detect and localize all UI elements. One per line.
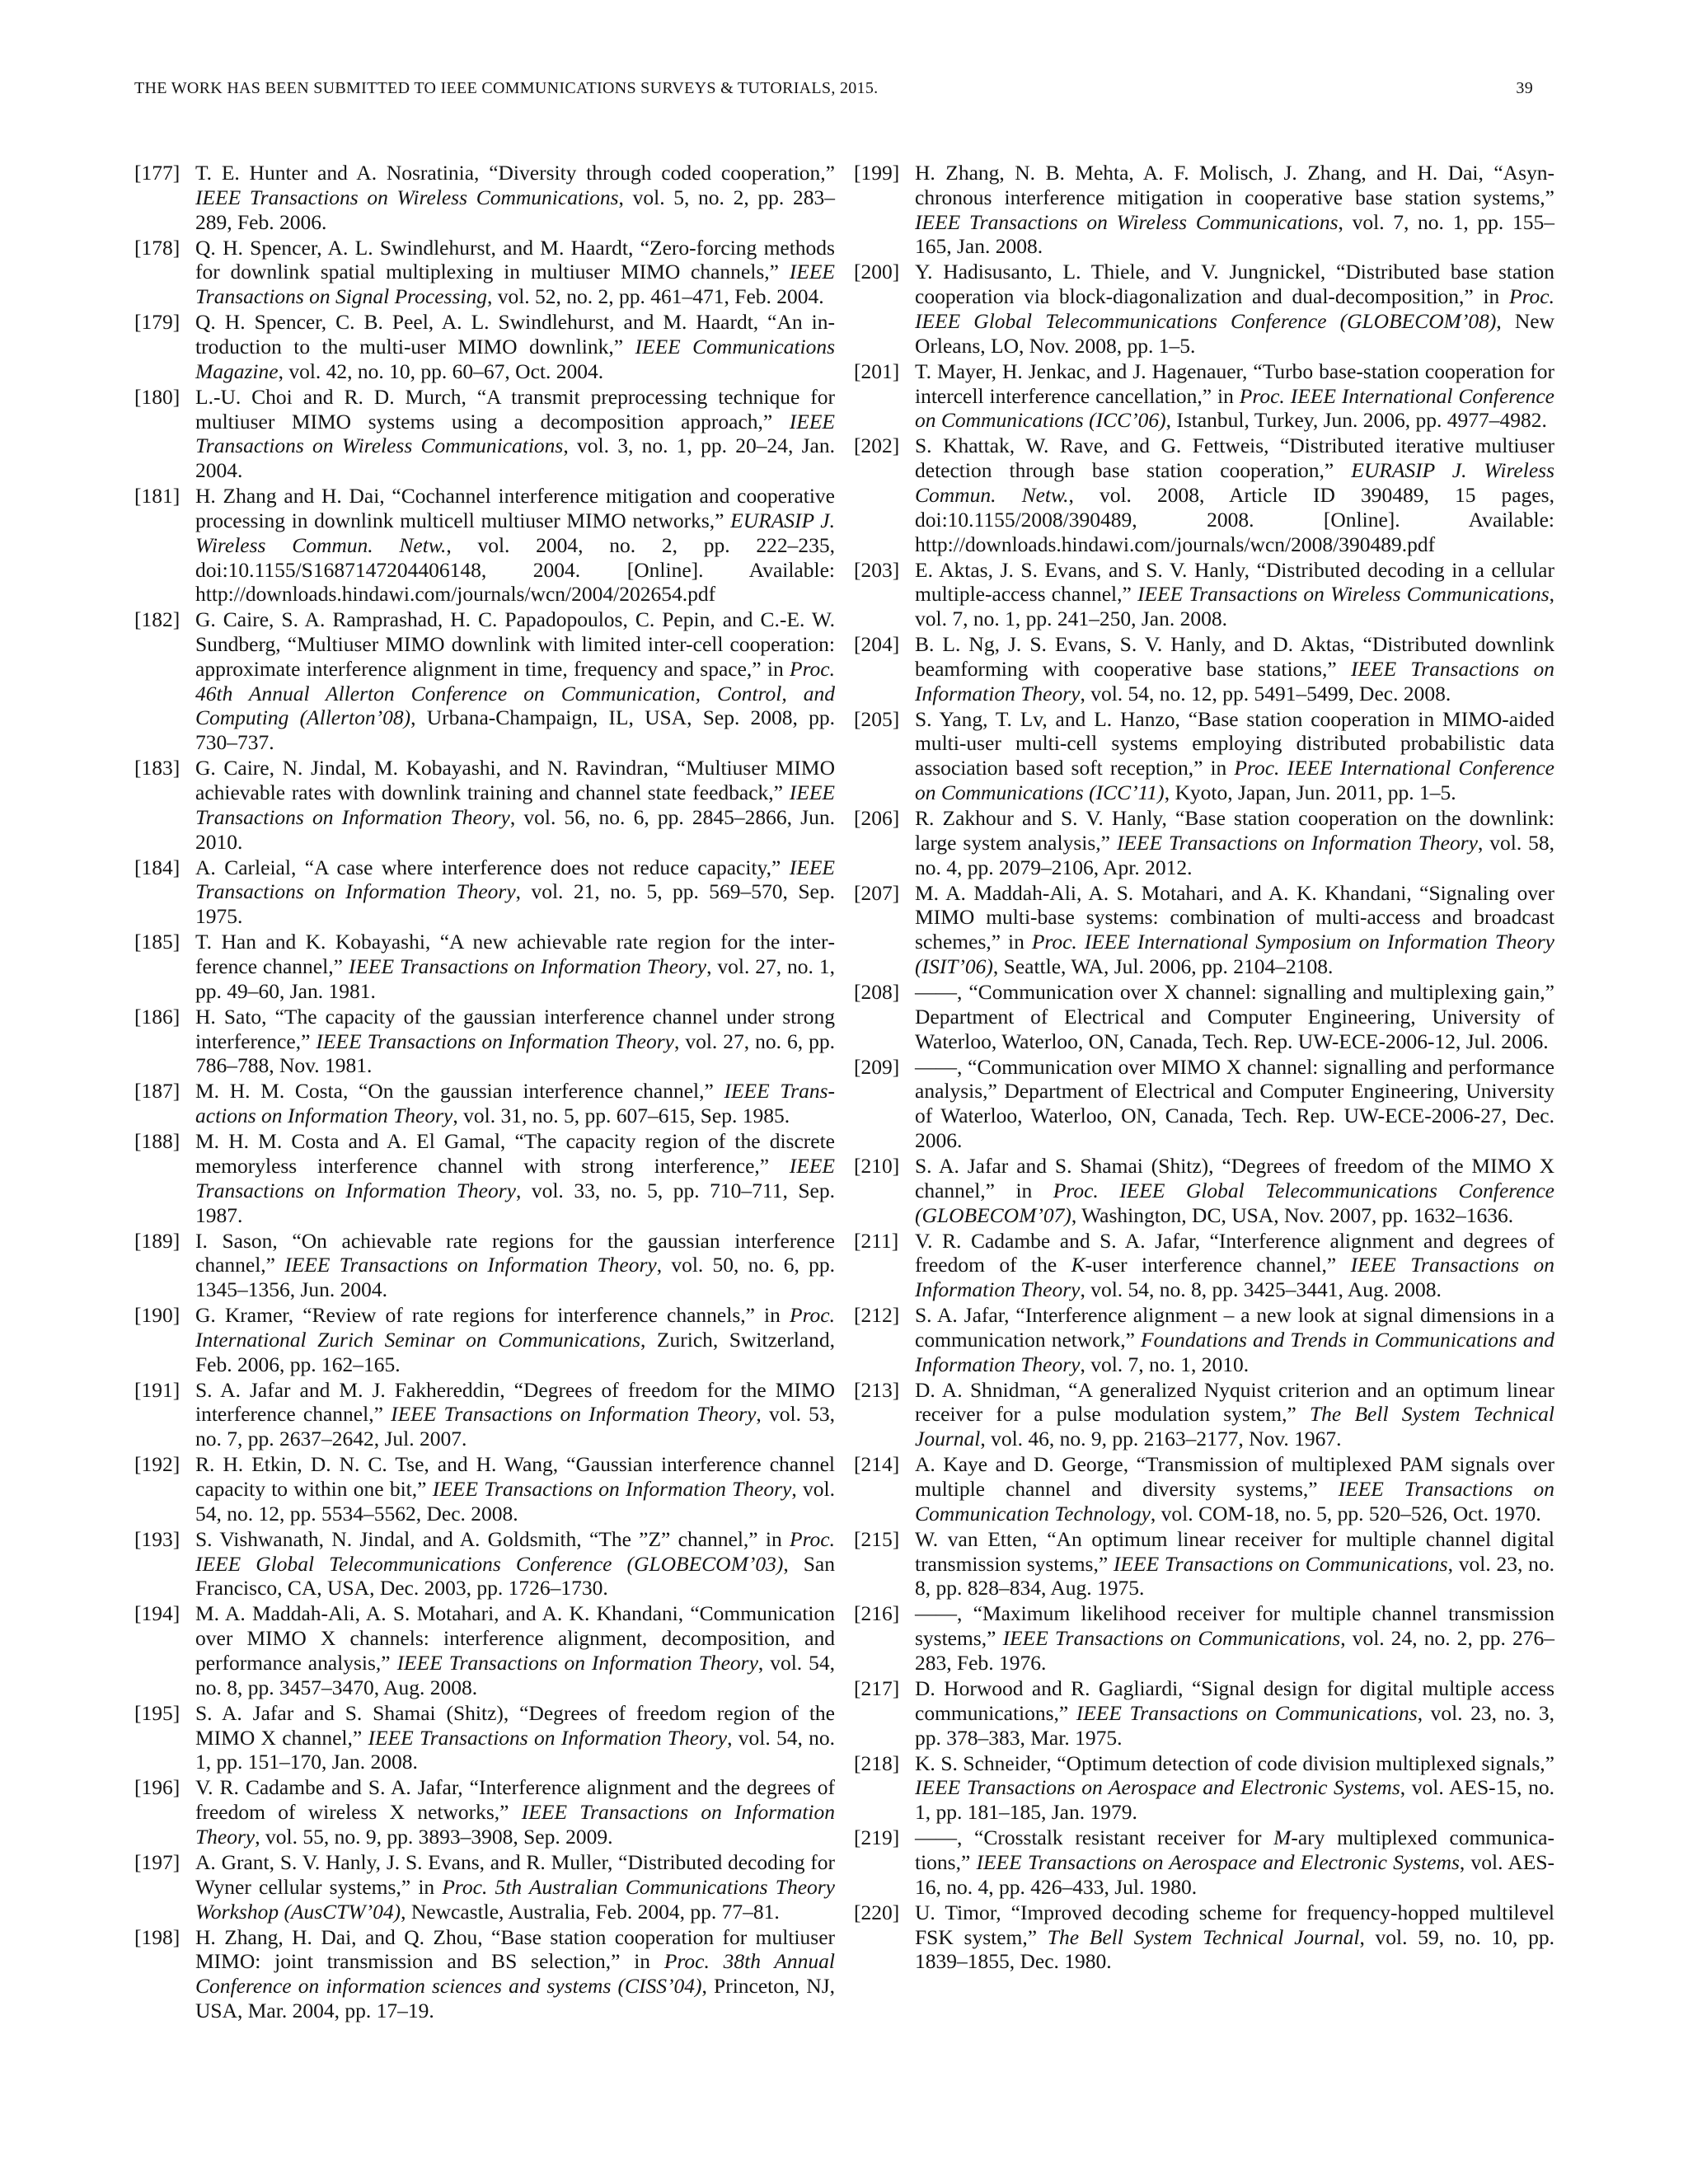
- reference-entry: [854, 161, 1554, 259]
- reference-number: [213]: [854, 1377, 900, 1402]
- reference-venue: IEEE Transactions on Aerospace and Electronic Systems: [976, 1849, 1460, 1874]
- journal-header-title: THE WORK HAS BEEN SUBMITTED TO IEEE COMMUNICATIONS SURVEYS & TUTORIALS, 2015.: [134, 79, 879, 97]
- reference-number: [198]: [134, 1924, 181, 1949]
- reference-number: [177]: [134, 161, 181, 185]
- reference-text: , vol. 2008, Article ID 390489, 15 pages, doi:10.1155/2008/390489, 2008. [Online]. Available: http://downloads.hindawi.com/journals/wcn/2008/390489.pdf: [915, 482, 1554, 556]
- reference-text: -user interference channel,”: [1085, 1253, 1351, 1277]
- reference-number: [215]: [854, 1526, 900, 1551]
- reference-entry: [134, 1850, 835, 1924]
- reference-number: [191]: [134, 1377, 181, 1402]
- reference-text: , vol. 3, no. 1, pp. 20–24, Jan. 2004.: [195, 434, 835, 483]
- reference-number: [178]: [134, 235, 181, 260]
- reference-text: H. Zhang, N. B. Mehta, A. F. Molisch, J. Zhang, and H. Dai, “Asynchronous interference mitigation in cooperative base station systems,”: [915, 161, 1554, 209]
- reference-venue: IEEE Transactions on Information Theory: [368, 1725, 728, 1750]
- reference-entry: [134, 1775, 835, 1849]
- reference-text: , vol. 54, no. 8, pp. 3457–3470, Aug. 2008.: [195, 1651, 835, 1699]
- reference-text: -ary multiplexed communications,”: [915, 1825, 1554, 1874]
- reference-venue: IEEE Transactions on Information Theory: [915, 1253, 1554, 1302]
- reference-entry: [134, 1303, 835, 1376]
- reference-venue: Proc. International Zurich Seminar on Communications: [195, 1303, 835, 1352]
- reference-number: [190]: [134, 1303, 181, 1328]
- reference-venue: IEEE Transactions on Information Theory: [284, 1253, 657, 1277]
- reference-entry: [854, 359, 1554, 433]
- reference-text: T. Mayer, H. Jenkac, and J. Hagenauer, “Turbo base-station cooperation for intercell interference cancellation,” in: [915, 359, 1554, 408]
- reference-venue: IEEE Transactions on Communications: [1113, 1551, 1448, 1576]
- reference-entry: [854, 881, 1554, 979]
- reference-number: [207]: [854, 880, 900, 905]
- reference-venue: The Bell System Technical Journal: [1047, 1924, 1360, 1949]
- reference-text: , Newcastle, Australia, Feb. 2004, pp. 77–81.: [401, 1899, 780, 1924]
- reference-text: Y. Hadisusanto, L. Thiele, and V. Jungnickel, “Distributed base station cooperation via block-diagonalization and dual-decomposition,” in: [915, 260, 1554, 309]
- reference-text: , vol. 24, no. 2, pp. 276–283, Feb. 1976.: [915, 1626, 1554, 1675]
- reference-number: [220]: [854, 1900, 900, 1924]
- reference-venue: IEEE Transactions on Communication Technology: [915, 1477, 1554, 1526]
- reference-text: A. Carleial, “A case where interference does not reduce capacity,”: [195, 855, 790, 879]
- reference-entry: [134, 1925, 835, 2023]
- reference-text: S. Vishwanath, N. Jindal, and A. Goldsmith, “The ”Z” channel,” in: [195, 1526, 790, 1551]
- reference-venue: Proc. IEEE Global Telecommunications Conference (GLOBECOM’07): [915, 1178, 1554, 1227]
- reference-venue: IEEE Transactions on Wireless Communications: [915, 209, 1339, 234]
- reference-venue: The Bell System Technical Journal: [915, 1402, 1555, 1451]
- reference-text: M. H. M. Costa, “On the gaussian interference channel,”: [195, 1079, 724, 1104]
- reference-entry: [854, 1676, 1554, 1750]
- reference-text: G. Kramer, “Review of rate regions for interference channels,” in: [195, 1303, 790, 1328]
- reference-entry: [854, 1378, 1554, 1451]
- reference-text: ——, “Crosstalk resistant receiver for: [915, 1825, 1274, 1850]
- reference-text: A. Kaye and D. George, “Transmission of multiplexed PAM signals over multiple channel and diversity systems,”: [915, 1452, 1554, 1502]
- reference-text: , vol. 54, no. 12, pp. 5491–5499, Dec. 2008.: [1080, 681, 1451, 705]
- reference-venue: M: [1273, 1825, 1292, 1850]
- reference-text: , Washington, DC, USA, Nov. 2007, pp. 1632–1636.: [1071, 1202, 1514, 1227]
- reference-text: , vol. 54, no. 8, pp. 3425–3441, Aug. 2008.: [1080, 1277, 1442, 1302]
- reference-entry: [854, 1154, 1554, 1227]
- reference-entry: [134, 385, 835, 483]
- reference-number: [211]: [854, 1228, 899, 1253]
- reference-entry: [134, 1378, 835, 1451]
- reference-venue: Proc. IEEE Global Telecommunications Conference (GLOBECOM’08): [915, 284, 1554, 333]
- reference-text: , vol. 56, no. 6, pp. 2845–2866, Jun. 2010.: [195, 804, 835, 854]
- reference-venue: IEEE Transactions on Information Theory: [391, 1402, 757, 1427]
- reference-text: , vol. 5, no. 2, pp. 283–289, Feb. 2006.: [195, 185, 835, 234]
- reference-entry: [854, 1303, 1554, 1376]
- reference-number: [182]: [134, 607, 181, 632]
- reference-text: K. S. Schneider, “Optimum detection of code division multiplexed signals,”: [915, 1750, 1554, 1775]
- reference-text: , vol. 27, no. 6, pp. 786–788, Nov. 1981.: [195, 1029, 835, 1078]
- reference-entry: [854, 1900, 1554, 1974]
- reference-venue: Proc. IEEE International Symposium on Information Theory (ISIT’06): [915, 930, 1554, 978]
- reference-text: H. Zhang and H. Dai, “Cochannel interference mitigation and cooperative processing in downlink multicell multiuser MIMO networks,”: [195, 484, 835, 532]
- reference-entry: [134, 756, 835, 854]
- reference-entry: [854, 1452, 1554, 1526]
- reference-number: [209]: [854, 1054, 900, 1079]
- reference-text: H. Sato, “The capacity of the gaussian interference channel under strong interference,”: [195, 1004, 835, 1053]
- reference-venue: IEEE Transactions on Information Theory: [195, 780, 835, 829]
- reference-venue: IEEE Transactions on Information Theory: [195, 855, 835, 904]
- reference-text: L.-U. Choi and R. D. Murch, “A transmit preprocessing technique for multiuser MIMO systems using a decomposition approach,”: [195, 384, 835, 434]
- reference-entry: [854, 980, 1554, 1053]
- reference-text: , vol. 54, no. 12, pp. 5534–5562, Dec. 2008.: [195, 1477, 835, 1526]
- reference-venue: IEEE Transactions on Information Theory: [316, 1029, 674, 1053]
- reference-entry: [134, 1005, 835, 1078]
- reference-text: , vol. 53, no. 7, pp. 2637–2642, Jul. 2007.: [195, 1402, 835, 1451]
- reference-venue: Proc. IEEE International Conference on Communications (ICC’11): [915, 756, 1554, 805]
- reference-text: , vol. 7, no. 1, pp. 155–165, Jan. 2008.: [915, 209, 1554, 259]
- reference-venue: K: [1071, 1253, 1085, 1277]
- reference-text: , Istanbul, Turkey, Jun. 2006, pp. 4977–4982.: [1165, 408, 1547, 433]
- reference-text: V. R. Cadambe and S. A. Jafar, “Interference alignment and the degrees of freedom of wireless X networks,”: [195, 1775, 835, 1825]
- reference-text: , Zurich, Switzerland, Feb. 2006, pp. 162–165.: [195, 1327, 835, 1376]
- reference-entry: [134, 310, 835, 383]
- reference-text: , vol. 42, no. 10, pp. 60–67, Oct. 2004.: [278, 359, 604, 383]
- reference-entry: [134, 855, 835, 929]
- reference-text: , New Orleans, LO, Nov. 2008, pp. 1–5.: [915, 308, 1554, 358]
- reference-entry: [134, 1229, 835, 1302]
- reference-text: , Seattle, WA, Jul. 2006, pp. 2104–2108.: [992, 954, 1334, 978]
- reference-entry: [854, 558, 1554, 631]
- reference-number: [217]: [854, 1675, 900, 1700]
- reference-text: G. Caire, N. Jindal, M. Kobayashi, and N. Ravindran, “Multiuser MIMO achievable rates with downlink training and channel state feedback,”: [195, 756, 835, 805]
- reference-text: , vol. 55, no. 9, pp. 3893–3908, Sep. 2009.: [255, 1824, 613, 1849]
- reference-entry: [854, 1825, 1554, 1899]
- reference-number: [185]: [134, 930, 181, 954]
- reference-text: B. L. Ng, J. S. Evans, S. V. Hanly, and D. Aktas, “Distributed downlink beamforming with cooperative base stations,”: [915, 632, 1554, 681]
- reference-text: W. van Etten, “An optimum linear receiver for multiple channel digital transmission systems,”: [915, 1526, 1554, 1576]
- reference-number: [212]: [854, 1303, 900, 1328]
- reference-number: [203]: [854, 557, 900, 582]
- reference-entry: [134, 236, 835, 309]
- reference-number: [219]: [854, 1825, 900, 1850]
- reference-number: [206]: [854, 806, 900, 831]
- reference-number: [205]: [854, 706, 900, 731]
- reference-entry: [854, 1229, 1554, 1302]
- reference-text: , vol. 21, no. 5, pp. 569–570, Sep. 1975.: [195, 879, 835, 929]
- reference-text: D. Horwood and R. Gagliardi, “Signal design for digital multiple access communications,”: [915, 1675, 1554, 1725]
- reference-text: Q. H. Spencer, C. B. Peel, A. L. Swindlehurst, and M. Haardt, “An introduction to the multi-user MIMO downlink,”: [195, 310, 835, 359]
- reference-venue: IEEE Transactions on Information Theory: [915, 656, 1554, 705]
- reference-text: M. A. Maddah-Ali, A. S. Motahari, and A. K. Khandani, “Signaling over MIMO multi-base systems: combination of multi-access and broadcast schemes,” in: [915, 880, 1554, 954]
- reference-venue: Proc. IEEE International Conference on Communications (ICC’06): [915, 383, 1554, 433]
- reference-number: [193]: [134, 1526, 181, 1551]
- reference-venue: IEEE Transactions on Wireless Communications: [1137, 582, 1550, 607]
- reference-venue: IEEE Transactions on Information Theory: [1116, 830, 1478, 855]
- reference-text: ——, “Communication over X channel: signalling and multiplexing gain,” Department of Electrical and Computer Engineering, University of Waterloo, Waterloo, ON, Canada, Tech. Rep. UW-ECE-2006-12, Jul. 2006.: [915, 979, 1554, 1053]
- reference-number: [195]: [134, 1700, 181, 1725]
- reference-text: , vol. 7, no. 1, 2010.: [1080, 1352, 1250, 1376]
- reference-number: [194]: [134, 1601, 181, 1626]
- reference-text: S. Yang, T. Lv, and L. Hanzo, “Base station cooperation in MIMO-aided multi-user multi-cell systems employing distributed probabilistic data association based soft reception,” in: [915, 706, 1554, 780]
- reference-entry: [134, 1527, 835, 1601]
- reference-venue: Proc. 38th Annual Conference on information sciences and systems (CISS’04): [195, 1949, 835, 1999]
- reference-text: D. A. Shnidman, “A generalized Nyquist criterion and an optimum linear receiver for a pulse modulation system,”: [915, 1377, 1554, 1427]
- reference-entry: [134, 1701, 835, 1774]
- reference-text: ——, “Communication over MIMO X channel: signalling and performance analysis,” Department of Electrical and Computer Engineering, University of Waterloo, Waterloo, ON, Canada, Tech. Rep. UW-ECE-2006-27, Dec. 2006.: [915, 1054, 1554, 1152]
- reference-number: [180]: [134, 384, 181, 409]
- reference-text: S. A. Jafar and S. Shamai (Shitz), “Degrees of freedom of the MIMO X channel,” in: [915, 1153, 1554, 1202]
- references-right-column: [854, 161, 1554, 1975]
- reference-entry: [134, 1601, 835, 1699]
- reference-text: G. Caire, S. A. Ramprashad, H. C. Papadopoulos, C. Pepin, and C.-E. W. Sundberg, “Multiuser MIMO downlink with limited inter-cell cooperation: approximate interference alignment in time, frequency and space,” in: [195, 607, 835, 681]
- reference-text: , vol. 27, no. 1, pp. 49–60, Jan. 1981.: [195, 954, 835, 1003]
- reference-entry: [854, 1055, 1554, 1153]
- reference-entry: [134, 1079, 835, 1128]
- reference-venue: IEEE Transactions on Information Theory: [348, 954, 707, 978]
- reference-venue: EURASIP J. Wireless Commun. Netw.: [195, 508, 835, 557]
- reference-entry: [134, 1129, 835, 1227]
- reference-number: [201]: [854, 359, 900, 383]
- reference-venue: IEEE Transactions on Wireless Communications: [195, 185, 619, 209]
- reference-text: , vol. 58, no. 4, pp. 2079–2106, Apr. 2012.: [915, 830, 1554, 879]
- reference-number: [189]: [134, 1228, 181, 1253]
- reference-venue: IEEE Transactions on Information Theory: [195, 1079, 835, 1128]
- reference-venue: IEEE Transactions on Aerospace and Electronic Systems: [915, 1775, 1400, 1800]
- reference-text: T. E. Hunter and A. Nosratinia, “Diversity through coded cooperation,”: [195, 161, 835, 185]
- reference-text: , vol. 52, no. 2, pp. 461–471, Feb. 2004.: [486, 284, 824, 309]
- reference-entry: [854, 806, 1554, 879]
- reference-venue: Foundations and Trends in Communications and Information Theory: [915, 1327, 1554, 1376]
- reference-number: [187]: [134, 1079, 181, 1104]
- reference-venue: IEEE Transactions on Information Theory: [195, 1153, 835, 1202]
- reference-text: I. Sason, “On achievable rate regions for the gaussian interference channel,”: [195, 1228, 835, 1277]
- reference-text: , vol. 46, no. 9, pp. 2163–2177, Nov. 1967.: [980, 1427, 1342, 1451]
- reference-number: [200]: [854, 260, 900, 284]
- reference-text: , vol. 59, no. 10, pp. 1839–1855, Dec. 1980.: [915, 1924, 1554, 1974]
- reference-text: M. H. M. Costa and A. El Gamal, “The capacity region of the discrete memoryless interference channel with strong interference,”: [195, 1129, 835, 1178]
- reference-text: U. Timor, “Improved decoding scheme for frequency-hopped multilevel FSK system,”: [915, 1900, 1554, 1949]
- reference-number: [204]: [854, 632, 900, 657]
- reference-venue: IEEE Transactions on Wireless Communications: [195, 409, 835, 458]
- reference-number: [214]: [854, 1452, 900, 1477]
- reference-entry: [854, 1527, 1554, 1601]
- reference-text: , vol. 7, no. 1, pp. 241–250, Jan. 2008.: [915, 582, 1554, 631]
- reference-text: , vol. AES-15, no. 1, pp. 181–185, Jan. 1979.: [915, 1775, 1554, 1825]
- reference-venue: Proc. IEEE Global Telecommunications Conference (GLOBECOM’03): [195, 1526, 835, 1576]
- reference-venue: IEEE Transactions on Communications: [1076, 1700, 1418, 1725]
- reference-text: , vol. 31, no. 5, pp. 607–615, Sep. 1985.: [452, 1104, 790, 1128]
- reference-text: A. Grant, S. V. Hanly, J. S. Evans, and R. Muller, “Distributed decoding for Wyner cellular systems,” in: [195, 1849, 835, 1899]
- reference-venue: IEEE Transactions on Information Theory: [195, 1800, 835, 1849]
- reference-text: R. Zakhour and S. V. Hanly, “Base station cooperation on the downlink: large system analysis,”: [915, 806, 1554, 855]
- reference-number: [196]: [134, 1775, 181, 1800]
- reference-text: , vol. 33, no. 5, pp. 710–711, Sep. 1987.: [195, 1178, 835, 1227]
- reference-entry: [854, 632, 1554, 705]
- reference-entry: [134, 1452, 835, 1526]
- reference-number: [179]: [134, 310, 181, 335]
- reference-text: , vol. 23, no. 3, pp. 378–383, Mar. 1975.: [915, 1700, 1555, 1750]
- running-header: [134, 79, 1533, 105]
- reference-text: H. Zhang, H. Dai, and Q. Zhou, “Base station cooperation for multiuser MIMO: joint transmission and BS selection,” in: [195, 1924, 835, 1974]
- reference-number: [216]: [854, 1601, 900, 1626]
- reference-venue: IEEE Transactions on Communications: [1002, 1626, 1341, 1651]
- reference-number: [210]: [854, 1153, 900, 1178]
- reference-text: , Urbana-Champaign, IL, USA, Sep. 2008, pp. 730–737.: [195, 705, 836, 755]
- reference-venue: Proc. 46th Annual Allerton Conference on Communication, Control, and Computing (Allerton’08): [195, 656, 835, 730]
- reference-entry: [854, 707, 1554, 805]
- reference-venue: IEEE Transactions on Information Theory: [396, 1651, 758, 1675]
- reference-text: , vol. 23, no. 8, pp. 828–834, Aug. 1975.: [915, 1551, 1554, 1601]
- reference-entry: [854, 260, 1554, 358]
- reference-text: , vol. COM-18, no. 5, pp. 520–526, Oct. 1970.: [1150, 1501, 1541, 1526]
- reference-text: Q. H. Spencer, A. L. Swindlehurst, and M. Haardt, “Zero-forcing methods for downlink spatial multiplexing in multiuser MIMO channels,”: [195, 235, 835, 284]
- reference-venue: EURASIP J. Wireless Commun. Netw.: [915, 458, 1554, 507]
- reference-number: [184]: [134, 855, 181, 879]
- reference-number: [188]: [134, 1129, 181, 1154]
- reference-text: , vol. 50, no. 6, pp. 1345–1356, Jun. 2004.: [195, 1253, 835, 1302]
- reference-venue: IEEE Communications Magazine: [195, 334, 835, 383]
- reference-text: T. Han and K. Kobayashi, “A new achievable rate region for the interference channel,”: [195, 930, 835, 978]
- reference-text: , Princeton, NJ, USA, Mar. 2004, pp. 17–19.: [195, 1974, 835, 2022]
- reference-text: , vol. 2004, no. 2, pp. 222–235, doi:10.1155/S1687147204406148, 2004. [Online]. Available: http://downloads.hindawi.com/journals/wcn/2004/202654.pdf: [195, 532, 835, 607]
- reference-text: S. A. Jafar and M. J. Fakhereddin, “Degrees of freedom for the MIMO interference channel,”: [195, 1377, 835, 1427]
- reference-text: S. Khattak, W. Rave, and G. Fettweis, “Distributed iterative multiuser detection through base station cooperation,”: [915, 434, 1554, 483]
- reference-text: , San Francisco, CA, USA, Dec. 2003, pp. 1726–1730.: [195, 1551, 835, 1601]
- reference-venue: Proc. 5th Australian Communications Theory Workshop (AusCTW’04): [195, 1874, 835, 1924]
- reference-entry: [854, 1601, 1554, 1675]
- reference-text: M. A. Maddah-Ali, A. S. Motahari, and A. K. Khandani, “Communication over MIMO X channels: interference alignment, decomposition, and performance analysis,”: [195, 1601, 835, 1675]
- reference-number: [181]: [134, 484, 181, 509]
- reference-venue: IEEE Transactions on Signal Processing: [195, 260, 835, 309]
- page-number: 39: [1516, 79, 1533, 97]
- reference-text: S. A. Jafar, “Interference alignment – a new look at signal dimensions in a communication network,”: [915, 1303, 1554, 1352]
- reference-text: , vol. 54, no. 1, pp. 151–170, Jan. 2008.: [195, 1725, 835, 1774]
- reference-text: ——, “Maximum likelihood receiver for multiple channel transmission systems,”: [915, 1601, 1554, 1651]
- reference-number: [192]: [134, 1452, 181, 1477]
- reference-text: S. A. Jafar and S. Shamai (Shitz), “Degrees of freedom region of the MIMO X channel,”: [195, 1700, 835, 1750]
- reference-entry: [134, 484, 835, 607]
- reference-entry: [854, 1751, 1554, 1825]
- reference-number: [186]: [134, 1004, 181, 1029]
- reference-text: E. Aktas, J. S. Evans, and S. V. Hanly, “Distributed decoding in a cellular multiple-access channel,”: [915, 557, 1554, 607]
- reference-text: R. H. Etkin, D. N. C. Tse, and H. Wang, “Gaussian interference channel capacity to within one bit,”: [195, 1452, 835, 1502]
- reference-text: V. R. Cadambe and S. A. Jafar, “Interference alignment and degrees of freedom of the: [915, 1228, 1554, 1277]
- reference-number: [197]: [134, 1849, 181, 1874]
- reference-text: , vol. AES-16, no. 4, pp. 426–433, Jul. 1980.: [915, 1849, 1554, 1899]
- reference-number: [218]: [854, 1750, 900, 1775]
- reference-text: , Kyoto, Japan, Jun. 2011, pp. 1–5.: [1164, 780, 1456, 805]
- reference-entry: [134, 161, 835, 234]
- reference-number: [208]: [854, 979, 900, 1004]
- reference-venue: IEEE Transactions on Information Theory: [432, 1477, 792, 1502]
- references-left-column: [134, 161, 835, 2024]
- reference-number: [183]: [134, 756, 181, 780]
- reference-entry: [134, 930, 835, 1003]
- reference-entry: [134, 607, 835, 755]
- reference-number: [202]: [854, 434, 900, 458]
- reference-number: [199]: [854, 161, 900, 185]
- reference-entry: [854, 434, 1554, 556]
